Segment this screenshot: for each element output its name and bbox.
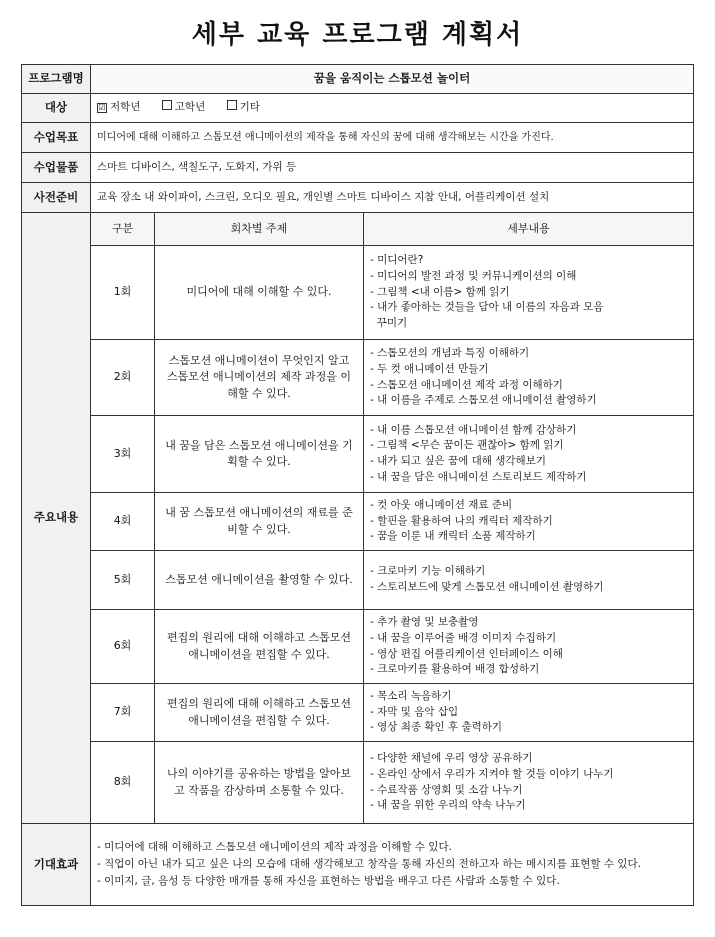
session-no: 5회 bbox=[91, 551, 155, 610]
detail-item: - 미디어의 발전 과정 및 커뮤니케이션의 이해 bbox=[370, 269, 577, 282]
prep-row bbox=[22, 183, 694, 213]
materials-row bbox=[22, 153, 694, 183]
target-label: 대상 bbox=[22, 94, 91, 123]
session-theme: 나의 이야기를 공유하는 방법을 알아보고 작품을 감상하며 소통할 수 있다. bbox=[155, 742, 364, 824]
session-no: 1회 bbox=[91, 246, 155, 340]
detail-item: - 영상 편집 어플리케이션 인터페이스 이해 bbox=[370, 647, 563, 660]
session-theme: 편집의 원리에 대해 이해하고 스톱모션 애니메이션을 편집할 수 있다. bbox=[155, 684, 364, 742]
program-name: 꿈을 움직이는 스톱모션 놀이터 bbox=[91, 65, 694, 94]
detail-item: - 내 이름을 주제로 스톱모션 애니메이션 촬영하기 bbox=[370, 394, 597, 407]
session-details bbox=[364, 551, 694, 610]
detail-item: - 영상 최종 확인 후 출력하기 bbox=[370, 721, 503, 734]
detail-item: - 내가 되고 싶은 꿈에 대해 생각해보기 bbox=[370, 455, 546, 467]
detail-item: - 두 컷 애니메이션 만들기 bbox=[370, 362, 489, 375]
session-row bbox=[22, 684, 694, 742]
effects-label: 기대효과 bbox=[22, 824, 91, 906]
detail-item: - 내 꿈을 이루어줄 배경 이미지 수집하기 bbox=[370, 631, 557, 644]
header-no: 구분 bbox=[91, 213, 155, 246]
target-row bbox=[22, 94, 694, 123]
main-label: 주요내용 bbox=[22, 213, 91, 824]
main-header-row bbox=[22, 213, 694, 246]
target-option-upper[interactable]: 고학년 bbox=[162, 101, 205, 113]
session-row bbox=[22, 610, 694, 684]
target-option-other[interactable]: 기타 bbox=[227, 101, 260, 113]
goal-label: 수업목표 bbox=[22, 123, 91, 153]
detail-item: - 컷 아웃 애니메이션 재료 준비 bbox=[370, 498, 513, 511]
goal-row bbox=[22, 123, 694, 153]
detail-item: - 온라인 상에서 우리가 지켜야 할 것들 이야기 나누기 bbox=[370, 767, 614, 780]
prep-value: 교육 장소 내 와이파이, 스크린, 오디오 필요, 개인별 스마트 디바이스 지참 안내, 어플리케이션 설치 bbox=[91, 183, 694, 213]
detail-item: - 크로마키를 활용하여 배경 합성하기 bbox=[370, 663, 540, 676]
session-no: 4회 bbox=[91, 493, 155, 551]
session-theme: 미디어에 대해 이해할 수 있다. bbox=[155, 246, 364, 340]
detail-item: - 스톱모션의 개념과 특징 이해하기 bbox=[370, 347, 530, 359]
session-theme: 스톱모션 애니메이션이 무엇인지 알고 스톱모션 애니메이션의 제작 과정을 이해할 수 있다. bbox=[155, 340, 364, 416]
session-theme: 편집의 원리에 대해 이해하고 스톱모션 애니메이션을 편집할 수 있다. bbox=[155, 610, 364, 684]
session-row bbox=[22, 551, 694, 610]
detail-item: - 내 꿈을 담은 애니메이션 스토리보드 제작하기 bbox=[370, 470, 587, 483]
detail-item: - 미디어란? bbox=[370, 254, 424, 267]
header-theme: 회차별 주제 bbox=[155, 213, 364, 246]
session-theme: 내 꿈을 담은 스톱모션 애니메이션을 기획할 수 있다. bbox=[155, 416, 364, 493]
detail-item: - 자막 및 음악 삽입 bbox=[370, 705, 459, 718]
effects-list bbox=[91, 824, 694, 906]
session-row bbox=[22, 340, 694, 416]
detail-item: 꾸미기 bbox=[370, 317, 408, 330]
detail-item: - 스톱모션 애니메이션 제작 과정 이해하기 bbox=[370, 378, 563, 391]
detail-item: - 할핀을 활용하여 나의 캐릭터 제작하기 bbox=[370, 514, 553, 527]
session-details bbox=[364, 246, 694, 340]
checkbox-empty-icon[interactable] bbox=[162, 100, 172, 110]
session-no: 3회 bbox=[91, 416, 155, 493]
detail-item: - 크로마키 기능 이해하기 bbox=[370, 565, 486, 578]
goal-value: 미디어에 대해 이해하고 스톱모션 애니메이션의 제작을 통해 자신의 꿈에 대해 생각해보는 시간을 가진다. bbox=[91, 123, 694, 153]
session-no: 8회 bbox=[91, 742, 155, 824]
detail-item: - 그림책 <내 이름> 함께 읽기 bbox=[370, 285, 510, 298]
detail-item: - 다양한 채널에 우리 영상 공유하기 bbox=[370, 752, 533, 764]
plan-table bbox=[21, 64, 694, 906]
effect-item: - 직업이 아닌 내가 되고 싶은 나의 모습에 대해 생각해보고 창작을 통해 자신의 전하고자 하는 메시지를 표현할 수 있다. bbox=[97, 857, 641, 870]
session-theme: 내 꿈 스톱모션 애니메이션의 재료를 준비할 수 있다. bbox=[155, 493, 364, 551]
detail-item: - 꿈을 이룬 내 캐릭터 소품 제작하기 bbox=[370, 530, 536, 543]
detail-item: - 내 꿈을 위한 우리의 약속 나누기 bbox=[370, 799, 526, 812]
session-details bbox=[364, 742, 694, 824]
session-details bbox=[364, 416, 694, 493]
detail-item: - 목소리 녹음하기 bbox=[370, 689, 452, 702]
session-row bbox=[22, 493, 694, 551]
target-options bbox=[91, 94, 694, 123]
effect-item: - 미디어에 대해 이해하고 스톱모션 애니메이션의 제작 과정을 이해할 수 있다. bbox=[97, 840, 452, 853]
page-title: 세부 교육 프로그램 계획서 bbox=[191, 20, 524, 50]
session-row bbox=[22, 742, 694, 824]
header-details: 세부내용 bbox=[364, 213, 694, 246]
detail-item: - 수료작품 상영회 및 소감 나누기 bbox=[370, 783, 523, 796]
program-label: 프로그램명 bbox=[22, 65, 91, 94]
session-no: 7회 bbox=[91, 684, 155, 742]
effect-item: - 이미지, 글, 음성 등 다양한 매개를 통해 자신을 표현하는 방법을 배우고 다른 사람과 소통할 수 있다. bbox=[97, 875, 560, 888]
session-theme: 스톱모션 애니메이션을 촬영할 수 있다. bbox=[155, 551, 364, 610]
session-details bbox=[364, 684, 694, 742]
session-details bbox=[364, 493, 694, 551]
session-details bbox=[364, 340, 694, 416]
session-no: 2회 bbox=[91, 340, 155, 416]
program-row bbox=[22, 65, 694, 94]
prep-label: 사전준비 bbox=[22, 183, 91, 213]
materials-label: 수업물품 bbox=[22, 153, 91, 183]
session-row bbox=[22, 416, 694, 493]
target-option-lower[interactable]: ☑ 저학년 bbox=[98, 101, 141, 114]
effects-row bbox=[22, 824, 694, 906]
session-no: 6회 bbox=[91, 610, 155, 684]
checkbox-checked-icon[interactable]: ☑ bbox=[98, 103, 106, 113]
materials-value: 스마트 디바이스, 색칠도구, 도화지, 가위 등 bbox=[91, 153, 694, 183]
session-details bbox=[364, 610, 694, 684]
detail-item: - 그림책 <무슨 꿈이든 괜찮아> 함께 읽기 bbox=[370, 439, 564, 452]
detail-item: - 내 이름 스톱모션 애니메이션 함께 감상하기 bbox=[370, 423, 577, 436]
detail-item: - 내가 좋아하는 것들을 담아 내 이름의 자음과 모음 bbox=[370, 301, 604, 314]
detail-item: - 스토리보드에 맞게 스톱모션 애니메이션 촬영하기 bbox=[370, 581, 604, 593]
session-row bbox=[22, 246, 694, 340]
detail-item: - 추가 촬영 및 보충촬영 bbox=[370, 616, 479, 628]
checkbox-empty-icon[interactable] bbox=[227, 100, 237, 110]
